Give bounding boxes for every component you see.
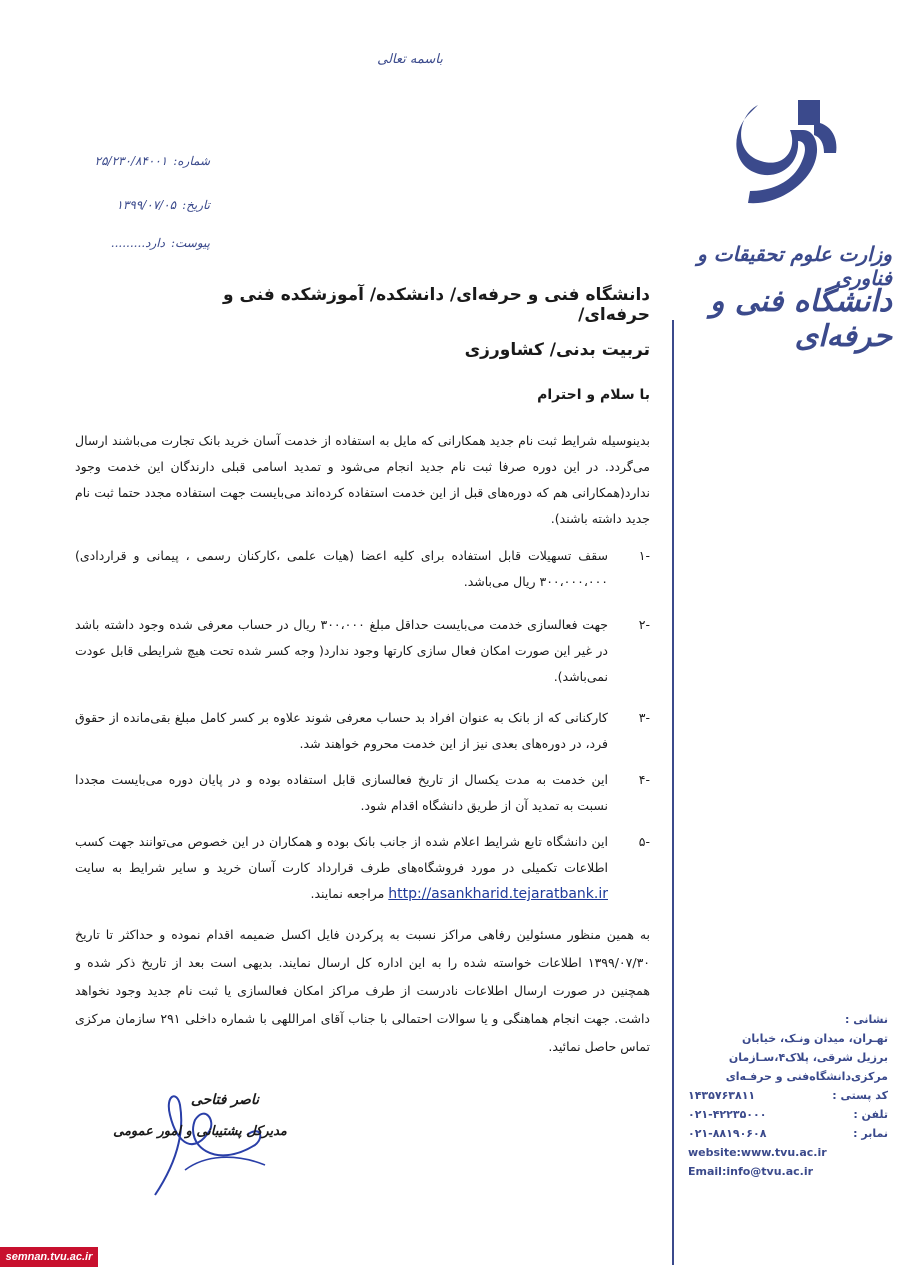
fax-value: ۰۲۱-۸۸۱۹۰۶۰۸ (688, 1127, 767, 1140)
website-text: website:www.tvu.ac.ir (688, 1146, 827, 1159)
signatory-title: مدیرکل پشتیبانی و امور عمومی (113, 1124, 287, 1139)
list-item-text: سقف تسهیلات قابل استفاده برای کلیه اعضا (هیات علمی ،کارکنان رسمی ، پیمانی و قراردادی) ۳۰۰،۰۰۰،۰۰۰ ریال می‌باشد. (75, 548, 608, 589)
postal-row (688, 1086, 888, 1105)
postal-value: ۱۴۳۵۷۶۳۸۱۱ (688, 1089, 756, 1102)
list-item-text-suffix: مراجعه نمایند. (310, 886, 385, 901)
list-item-number: -۱ (638, 548, 650, 563)
letter-number (30, 154, 210, 168)
letter-number-value: ۲۵/۲۳۰/۸۴۰۰۱ (94, 154, 168, 168)
tvu-logo-icon (728, 95, 843, 215)
list-item-number: -۳ (638, 710, 650, 725)
asankharid-link[interactable]: http://asankharid.tejaratbank.ir (388, 886, 608, 902)
list-item-text: جهت فعالسازی خدمت می‌بایست حداقل مبلغ ۳۰۰،۰۰۰ ریال در حساب معرفی شده وجود داشته باشد در غیر این صورت امکان فعال سازی کارتها وجود ندارد( وجه کسر شده تحت هیچ شرایطی قابل عودت نمی‌باشد). (75, 617, 608, 684)
greeting: با سلام و احترام (537, 387, 650, 403)
list-item-number: -۵ (638, 834, 650, 849)
list-item (75, 829, 650, 907)
phone-value: ۰۲۱-۴۲۲۳۵۰۰۰ (688, 1108, 767, 1121)
phone-row (688, 1105, 888, 1124)
list-item (75, 705, 650, 757)
address-line: مرکزی‌دانشگاه‌فنی و حرفـه‌ای (725, 1070, 888, 1083)
address-label: نشانی : (845, 1013, 888, 1026)
address-line: برزیل شرقی، پلاک۴،سـازمان (728, 1051, 888, 1064)
list-item-number: -۴ (638, 772, 650, 787)
closing-paragraph: به همین منظور مسئولین رفاهی مراکز نسبت به پرکردن فایل اکسل ضمیمه اقدام نموده و حداکثر تا تاریخ ۱۳۹۹/۰۷/۳۰ اطلاعات خواسته شده را به این اداره کل ارسال نمایند. بدیهی است بعد از تاریخ ذکر شده و همچنین در صورت ارسال اطلاعات نادرست از طرف مراکز امکان فعالسازی یا ثبت نام جدید وجود نخواهد داشت. جهت انجام هماهنگی و یا سوالات احتمالی با جناب آقای امراللهی با شماره داخلی ۲۹۱ سازمان مرکزی تماس حاصل نمائید. (75, 927, 650, 1054)
list-item-text: کارکنانی که از بانک به عنوان افراد بد حساب معرفی شوند علاوه بر کسر کامل مبلغ بقی‌مانده از حقوق فرد، در دوره‌های بعدی نیز از این خدمت محروم خواهند شد. (75, 710, 608, 751)
ministry-name: وزارت علوم تحقیقات و فناوری (697, 242, 892, 290)
list-item-number: -۲ (638, 617, 650, 632)
letter-attachment (30, 236, 210, 250)
list-item (75, 543, 650, 595)
list-item (75, 612, 650, 690)
postal-label: کد پستی : (832, 1089, 888, 1102)
intro-paragraph: بدینوسیله شرایط ثبت نام جدید همکارانی که مایل به استفاده از خدمت آسان خرید بانک تجارت می‌باشند ارسال می‌گردد. در این دوره صرفا ثبت نام جدید انجام می‌شود و تمدید اسامی قبلی دارندگان این خدمت وجود ندارد(همکارانی هم که دوره‌های قبل از این خدمت استفاده کرده‌اند می‌بایست جهت استفاده مجدد حتما ثبت نام جدید داشته باشند). (75, 433, 650, 526)
list-item-text (75, 829, 608, 907)
fax-label: نمابر : (853, 1127, 888, 1140)
address-line: تهـران، میدان ونـک، خیابان (741, 1032, 888, 1045)
letter-number-label: شماره: (173, 154, 210, 168)
letter-date (30, 198, 210, 212)
letter-attachment-label: پیوست: (170, 236, 210, 250)
university-name: دانشگاه فنی و حرفه‌ای (709, 284, 892, 354)
letter-attachment-value: دارد......... (110, 236, 165, 250)
letter-date-label: تاریخ: (182, 198, 210, 212)
letter-date-value: ۱۳۹۹/۰۷/۰۵ (116, 198, 177, 212)
footer-site-tag: semnan.tvu.ac.ir (0, 1247, 98, 1267)
list-item (75, 767, 650, 819)
signatory-name: ناصر فتاحی (190, 1092, 260, 1108)
fax-row (688, 1124, 888, 1143)
address-block (688, 1010, 888, 1181)
list-item-text: این خدمت به مدت یکسال از تاریخ فعالسازی قابل استفاده بوده و در پایان دوره می‌بایست مجددا نسبت به تمدید آن از طریق دانشگاه اقدام شود. (75, 772, 608, 813)
bismillah-heading: باسمه تعالی (377, 52, 443, 67)
list-item-text-main: این دانشگاه تابع شرایط اعلام شده از جانب بانک بوده و همکاران در این خصوص می‌توانند جهت کسب اطلاعات تکمیلی در مورد فروشگاه‌های طرف قرارداد کارت آسان خرید و سایر شرایط به سایت (75, 834, 608, 875)
recipient-line-1: دانشگاه فنی و حرفه‌ای/ دانشکده/ آموزشکده فنی و حرفه‌ای/ (223, 285, 650, 325)
vertical-divider (672, 320, 674, 1265)
recipient-line-2: تربیت بدنی/ کشاورزی (464, 340, 650, 360)
email-text: Email:info@tvu.ac.ir (688, 1165, 814, 1178)
phone-label: تلفن : (853, 1108, 888, 1121)
